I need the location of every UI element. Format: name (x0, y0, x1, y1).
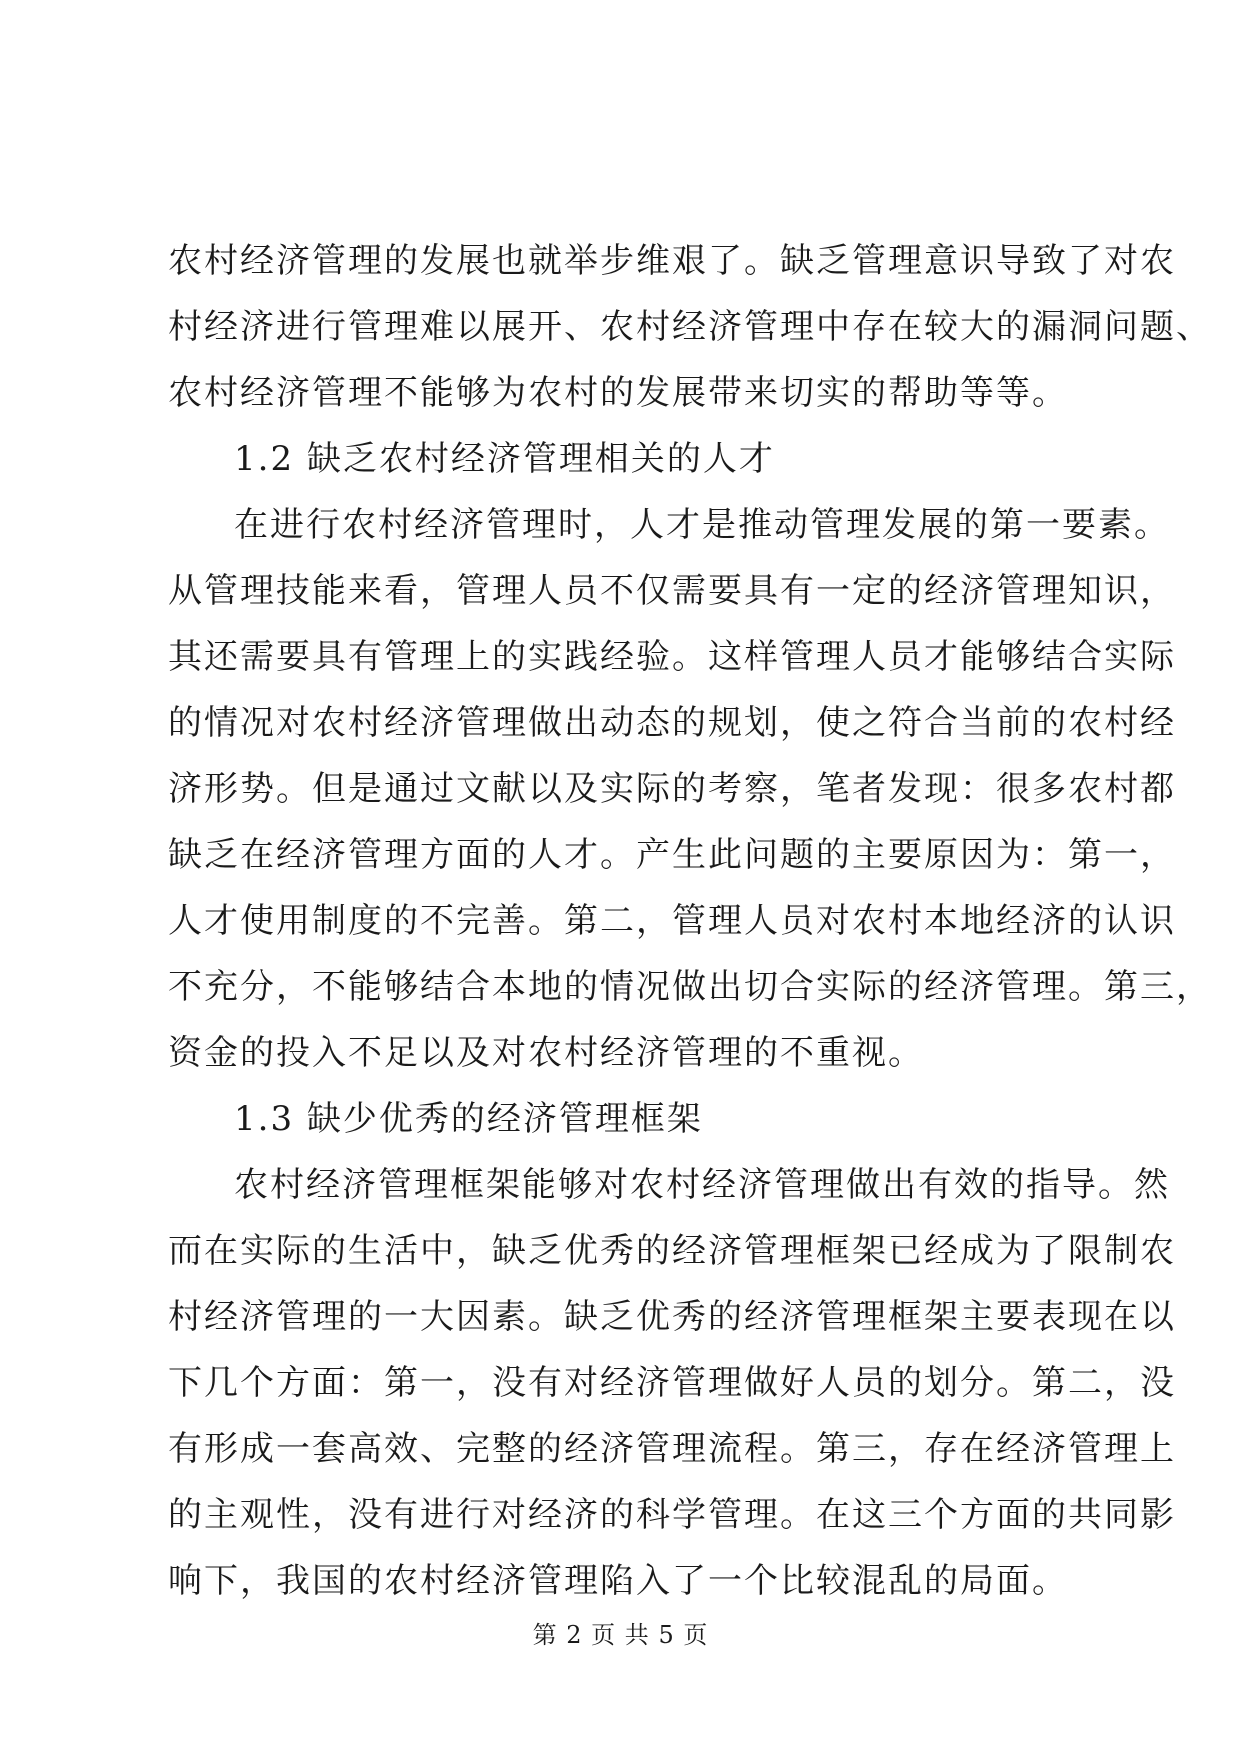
paragraph-line: 响下，我国的农村经济管理陷入了一个比较混乱的局面。 (168, 1561, 1068, 1601)
paragraph-line: 而在实际的生活中，缺乏优秀的经济管理框架已经成为了限制农 (168, 1231, 1176, 1271)
paragraph-line: 村经济管理的一大因素。缺乏优秀的经济管理框架主要表现在以 (168, 1297, 1176, 1337)
page-footer: 第 2 页 共 5 页 (532, 1621, 709, 1649)
paragraph-line: 农村经济管理不能够为农村的发展带来切实的帮助等等。 (168, 373, 1068, 413)
paragraph-line: 的情况对农村经济管理做出动态的规划，使之符合当前的农村经 (168, 703, 1176, 743)
section-heading: 1.2 缺乏农村经济管理相关的人才 (234, 439, 775, 479)
paragraph-line: 有形成一套高效、完整的经济管理流程。第三，存在经济管理上 (168, 1429, 1176, 1469)
paragraph-line: 从管理技能来看，管理人员不仅需要具有一定的经济管理知识， (168, 571, 1176, 611)
paragraph-line: 资金的投入不足以及对农村经济管理的不重视。 (168, 1033, 924, 1073)
paragraph-line: 农村经济管理的发展也就举步维艰了。缺乏管理意识导致了对农 (168, 241, 1176, 281)
section-heading: 1.3 缺少优秀的经济管理框架 (234, 1099, 703, 1139)
paragraph-line: 的主观性，没有进行对经济的科学管理。在这三个方面的共同影 (168, 1495, 1176, 1535)
paragraph-line: 人才使用制度的不完善。第二，管理人员对农村本地经济的认识 (168, 901, 1176, 941)
body-text (168, 228, 1212, 1614)
paragraph-line: 济形势。但是通过文献以及实际的考察，笔者发现：很多农村都 (168, 769, 1176, 809)
paragraph-line: 缺乏在经济管理方面的人才。产生此问题的主要原因为：第一， (168, 835, 1176, 875)
paragraph-line: 村经济进行管理难以展开、农村经济管理中存在较大的漏洞问题、 (168, 307, 1212, 347)
paragraph-line: 其还需要具有管理上的实践经验。这样管理人员才能够结合实际 (168, 637, 1176, 677)
paragraph-line: 下几个方面：第一，没有对经济管理做好人员的划分。第二，没 (168, 1363, 1176, 1403)
paragraph-line: 农村经济管理框架能够对农村经济管理做出有效的指导。然 (234, 1165, 1170, 1205)
paragraph-line: 在进行农村经济管理时，人才是推动管理发展的第一要素。 (234, 505, 1170, 545)
paragraph-line: 不充分，不能够结合本地的情况做出切合实际的经济管理。第三， (168, 967, 1212, 1007)
